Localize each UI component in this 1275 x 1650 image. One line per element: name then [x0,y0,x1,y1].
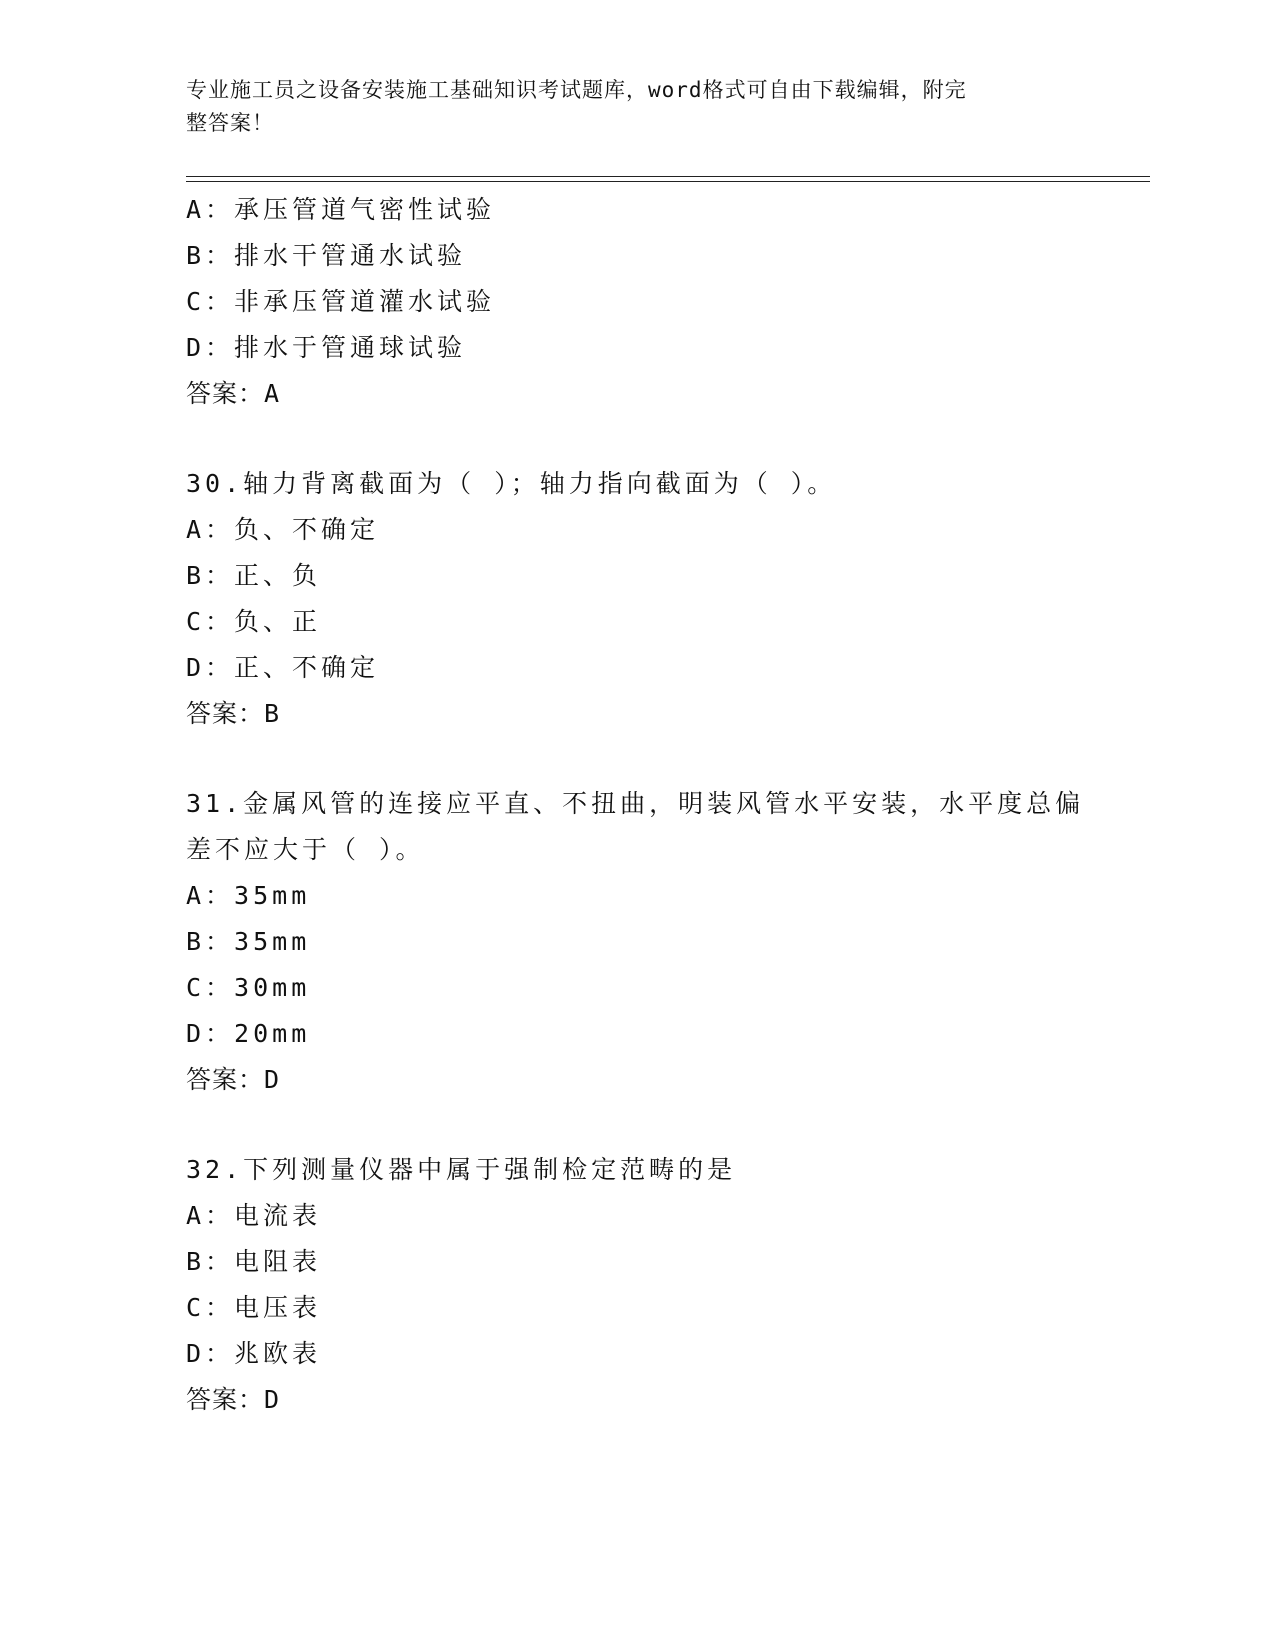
option-c: C：负、正 [186,607,322,636]
answer-line: 答案：D [186,1065,281,1094]
option-c: C：电压表 [186,1293,322,1322]
question-block-32 [186,1147,1106,1423]
question-block-31 [186,781,1106,1103]
option-d: D：排水于管通球试验 [186,333,467,362]
option-d: D：兆欧表 [186,1339,322,1368]
intro-line-2: 整答案！ [186,111,274,135]
option-a: A：电流表 [186,1201,322,1230]
question-text-line-2: 差不应大于（ ）。 [186,835,425,864]
option-b: B：正、负 [186,561,322,590]
option-b: B：35mm [186,927,311,956]
answer-line: 答案：D [186,1385,281,1414]
option-d: D：20mm [186,1019,311,1048]
intro-line-1: 专业施工员之设备安装施工基础知识考试题库，word格式可自由下载编辑，附完 [186,78,967,102]
option-c: C：非承压管道灌水试验 [186,287,496,316]
document-intro [186,74,1066,140]
option-c: C：30mm [186,973,311,1002]
spacer [186,417,1106,461]
option-b: B：排水干管通水试验 [186,241,467,270]
answer-line: 答案：A [186,379,281,408]
spacer [186,1103,1106,1147]
header-divider-bottom [186,181,1150,182]
spacer [186,737,1106,781]
question-text: 30.轴力背离截面为（ ）；轴力指向截面为（ ）。 [186,469,837,498]
question-block-29 [186,187,1106,417]
question-text-line-1: 31.金属风管的连接应平直、不扭曲，明装风管水平安装，水平度总偏 [186,789,1085,818]
option-a: A：承压管道气密性试验 [186,195,496,224]
option-a: A：负、不确定 [186,515,380,544]
question-text: 32.下列测量仪器中属于强制检定范畴的是 [186,1155,737,1184]
option-d: D：正、不确定 [186,653,380,682]
option-a: A：35mm [186,881,311,910]
header-divider-top [186,176,1150,177]
question-list [186,187,1106,1423]
answer-line: 答案：B [186,699,281,728]
option-b: B：电阻表 [186,1247,322,1276]
question-block-30 [186,461,1106,737]
